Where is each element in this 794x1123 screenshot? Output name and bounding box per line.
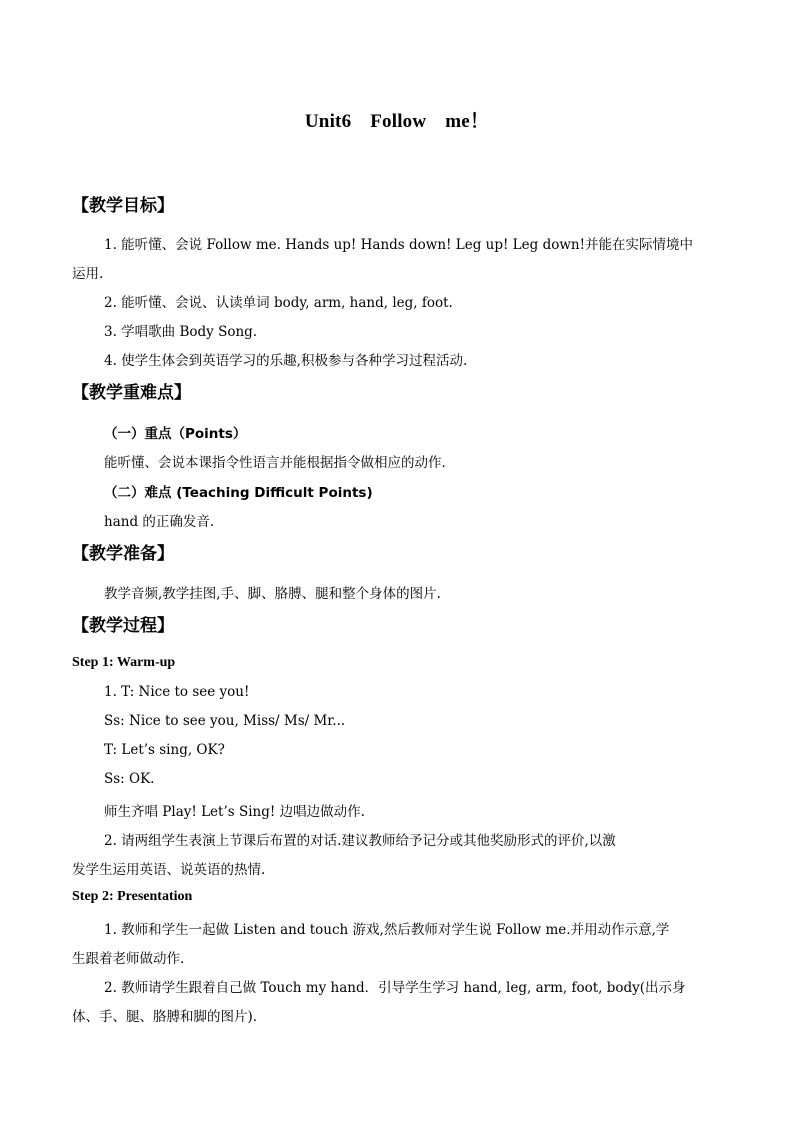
- step-2-label: Step 2: Presentation: [72, 889, 193, 904]
- objective-line-2: 2. 能听懂、会说、认读单词 body, arm, hand, leg, foot.: [104, 295, 453, 311]
- step-1-line-2: Ss: Nice to see you, Miss/ Ms/ Mr...: [104, 713, 346, 729]
- objective-line-3: 3. 学唱歌曲 Body Song.: [104, 324, 258, 340]
- key-point-label: （一）重点（Points）: [104, 426, 247, 442]
- step-1-line-4: Ss: OK.: [104, 771, 155, 787]
- section-heading-preparation: 【教学准备】: [72, 544, 174, 564]
- objective-line-1: 1. 能听懂、会说 Follow me. Hands up! Hands down! Leg up! Leg down!并能在实际情境中: [104, 237, 694, 253]
- step-1-line-6-cont: 发学生运用英语、说英语的热情.: [72, 862, 266, 878]
- step-1-line-6: 2. 请两组学生表演上节课后布置的对话.建议教师给予记分或其他奖励形式的评价,以激: [104, 833, 616, 849]
- step-1-label: Step 1: Warm-up: [72, 655, 176, 670]
- step-1-line-3: T: Let’s sing, OK?: [104, 742, 225, 758]
- step-2-line-1-cont: 生跟着老师做动作.: [72, 951, 185, 967]
- difficulty-label: （二）难点 (Teaching Difficult Points): [104, 485, 373, 501]
- section-heading-key-points: 【教学重难点】: [72, 383, 191, 403]
- step-2-line-1: 1. 教师和学生一起做 Listen and touch 游戏,然后教师对学生说 Follow me.并用动作示意,学: [104, 922, 670, 938]
- key-point-text: 能听懂、会说本课指令性语言并能根据指令做相应的动作.: [104, 455, 446, 471]
- difficulty-text: hand 的正确发音.: [104, 514, 215, 530]
- step-2-line-2-cont: 体、手、腿、胳膊和脚的图片).: [72, 1009, 258, 1025]
- objective-line-1-cont: 运用.: [72, 266, 104, 282]
- preparation-text: 教学音频,教学挂图,手、脚、胳膊、腿和整个身体的图片.: [104, 586, 441, 602]
- step-2-line-2: 2. 教师请学生跟着自己做 Touch my hand．引导学生学习 hand, leg, arm, foot, body(出示身: [104, 980, 686, 996]
- section-heading-objectives: 【教学目标】: [72, 196, 174, 216]
- section-heading-process: 【教学过程】: [72, 616, 174, 636]
- page-title: Unit6 Follow me！: [304, 111, 490, 132]
- objective-line-4: 4. 使学生体会到英语学习的乐趣,积极参与各种学习过程活动.: [104, 353, 468, 369]
- step-1-line-1: 1. T: Nice to see you!: [104, 684, 250, 700]
- step-1-line-5: 师生齐唱 Play! Let’s Sing! 边唱边做动作.: [104, 804, 365, 820]
